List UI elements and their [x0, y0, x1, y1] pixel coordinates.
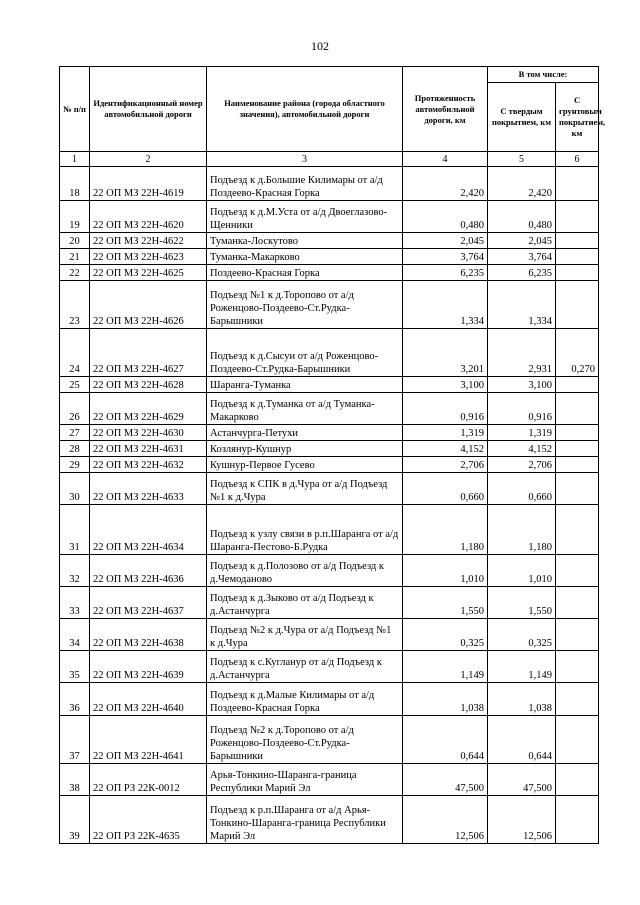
road-length: 0,644 — [403, 716, 488, 764]
ground-surface-length — [556, 265, 599, 281]
column-number: 2 — [90, 152, 207, 167]
row-number: 32 — [60, 555, 90, 587]
hard-surface-length: 2,931 — [488, 329, 556, 377]
road-length: 0,660 — [403, 473, 488, 505]
ground-surface-length — [556, 201, 599, 233]
road-id: 22 ОП МЗ 22Н-4629 — [90, 393, 207, 425]
ground-surface-length — [556, 233, 599, 249]
road-length: 0,916 — [403, 393, 488, 425]
row-number: 28 — [60, 441, 90, 457]
ground-surface-length — [556, 619, 599, 651]
road-name: Туманка-Макарково — [207, 249, 403, 265]
road-length: 0,325 — [403, 619, 488, 651]
ground-surface-length — [556, 716, 599, 764]
road-id: 22 ОП МЗ 22Н-4625 — [90, 265, 207, 281]
ground-surface-length — [556, 555, 599, 587]
header-including: В том числе: — [488, 67, 599, 83]
ground-surface-length — [556, 683, 599, 716]
road-id: 22 ОП МЗ 22Н-4623 — [90, 249, 207, 265]
row-number: 20 — [60, 233, 90, 249]
column-number: 1 — [60, 152, 90, 167]
ground-surface-length — [556, 249, 599, 265]
row-number: 21 — [60, 249, 90, 265]
column-numbers-row — [60, 152, 599, 167]
road-id: 22 ОП МЗ 22Н-4636 — [90, 555, 207, 587]
hard-surface-length: 1,149 — [488, 651, 556, 683]
hard-surface-length: 1,334 — [488, 281, 556, 329]
row-number: 30 — [60, 473, 90, 505]
road-length: 4,152 — [403, 441, 488, 457]
hard-surface-length: 0,480 — [488, 201, 556, 233]
table-row — [60, 619, 599, 651]
row-number: 23 — [60, 281, 90, 329]
road-name: Подъезд к узлу связи в р.п.Шаранга от а/д Шаранга-Пестово-Б.Рудка — [207, 505, 403, 555]
header-name: Наименование района (города областного значения), автомобильной дороги — [207, 67, 403, 152]
road-length: 3,764 — [403, 249, 488, 265]
road-name: Астанчурга-Петухи — [207, 425, 403, 441]
road-id: 22 ОП МЗ 22Н-4633 — [90, 473, 207, 505]
hard-surface-length: 4,152 — [488, 441, 556, 457]
road-length: 6,235 — [403, 265, 488, 281]
road-name: Подъезд к д.Малые Килимары от а/д Поздеево-Красная Горка — [207, 683, 403, 716]
road-length: 2,420 — [403, 167, 488, 201]
hard-surface-length: 2,706 — [488, 457, 556, 473]
road-name: Туманка-Лоскутово — [207, 233, 403, 249]
column-number: 4 — [403, 152, 488, 167]
page-number: 102 — [311, 39, 329, 53]
road-length: 1,149 — [403, 651, 488, 683]
road-id: 22 ОП МЗ 22Н-4637 — [90, 587, 207, 619]
road-id: 22 ОП МЗ 22Н-4634 — [90, 505, 207, 555]
table-row — [60, 796, 599, 844]
header-id: Идентификационный номер автомобильной дороги — [90, 67, 207, 152]
road-id: 22 ОП МЗ 22Н-4630 — [90, 425, 207, 441]
road-name: Подъезд №2 к д.Торопово от а/д Роженцово-Поздеево-Ст.Рудка-Барышники — [207, 716, 403, 764]
hard-surface-length: 1,038 — [488, 683, 556, 716]
ground-surface-length — [556, 796, 599, 844]
road-name: Подъезд к д.М.Уста от а/д Двоеглазово-Щенники — [207, 201, 403, 233]
ground-surface-length — [556, 651, 599, 683]
road-id: 22 ОП МЗ 22Н-4639 — [90, 651, 207, 683]
row-number: 29 — [60, 457, 90, 473]
road-id: 22 ОП МЗ 22Н-4638 — [90, 619, 207, 651]
ground-surface-length — [556, 393, 599, 425]
table-row — [60, 425, 599, 441]
table-row — [60, 281, 599, 329]
road-length: 12,506 — [403, 796, 488, 844]
road-length: 2,706 — [403, 457, 488, 473]
ground-surface-length — [556, 505, 599, 555]
ground-surface-length — [556, 457, 599, 473]
row-number: 19 — [60, 201, 90, 233]
road-id: 22 ОП МЗ 22Н-4632 — [90, 457, 207, 473]
road-id: 22 ОП РЗ 22К-0012 — [90, 764, 207, 796]
table-row — [60, 683, 599, 716]
road-name: Шаранга-Туманка — [207, 377, 403, 393]
road-name: Кушнур-Первое Гусево — [207, 457, 403, 473]
header-length: Протяженность автомобильной дороги, км — [403, 67, 488, 152]
table-row — [60, 457, 599, 473]
table-row — [60, 764, 599, 796]
road-name: Подъезд №1 к д.Торопово от а/д Роженцово-Поздеево-Ст.Рудка-Барышники — [207, 281, 403, 329]
table-row — [60, 716, 599, 764]
road-name: Подъезд к с.Кугланур от а/д Подъезд к д.Астанчурга — [207, 651, 403, 683]
table-row — [60, 393, 599, 425]
table-row — [60, 249, 599, 265]
road-name: Поздеево-Красная Горка — [207, 265, 403, 281]
hard-surface-length: 0,644 — [488, 716, 556, 764]
road-id: 22 ОП МЗ 22Н-4620 — [90, 201, 207, 233]
road-id: 22 ОП МЗ 22Н-4622 — [90, 233, 207, 249]
row-number: 34 — [60, 619, 90, 651]
column-number: 3 — [207, 152, 403, 167]
road-length: 1,334 — [403, 281, 488, 329]
row-number: 31 — [60, 505, 90, 555]
road-name: Подъезд к д.Большие Килимары от а/д Поздеево-Красная Горка — [207, 167, 403, 201]
table-row — [60, 587, 599, 619]
road-length: 1,319 — [403, 425, 488, 441]
row-number: 33 — [60, 587, 90, 619]
table-row — [60, 473, 599, 505]
row-number: 18 — [60, 167, 90, 201]
row-number: 37 — [60, 716, 90, 764]
hard-surface-length: 0,916 — [488, 393, 556, 425]
row-number: 27 — [60, 425, 90, 441]
road-length: 3,100 — [403, 377, 488, 393]
road-name: Подъезд к СПК в д.Чура от а/д Подъезд №1 к д.Чура — [207, 473, 403, 505]
hard-surface-length: 1,550 — [488, 587, 556, 619]
road-length: 47,500 — [403, 764, 488, 796]
hard-surface-length: 0,660 — [488, 473, 556, 505]
road-name: Подъезд к д.Сысуи от а/д Роженцово-Поздеево-Ст.Рудка-Барышники — [207, 329, 403, 377]
road-name: Подъезд к д.Полозово от а/д Подъезд к д.Чемоданово — [207, 555, 403, 587]
road-name: Подъезд к р.п.Шаранга от а/д Арья-Тонкино-Шаранга-граница Республики Марий Эл — [207, 796, 403, 844]
ground-surface-length — [556, 441, 599, 457]
road-name: Подъезд №2 к д.Чура от а/д Подъезд №1 к д.Чура — [207, 619, 403, 651]
road-length: 0,480 — [403, 201, 488, 233]
row-number: 36 — [60, 683, 90, 716]
table-row — [60, 555, 599, 587]
road-name: Подъезд к д.Туманка от а/д Туманка-Макарково — [207, 393, 403, 425]
road-id: 22 ОП РЗ 22К-4635 — [90, 796, 207, 844]
ground-surface-length — [556, 587, 599, 619]
table-row — [60, 329, 599, 377]
road-length: 1,038 — [403, 683, 488, 716]
table-row — [60, 377, 599, 393]
ground-surface-length — [556, 425, 599, 441]
roads-table — [59, 66, 606, 844]
road-name: Козлянур-Кушнур — [207, 441, 403, 457]
road-id: 22 ОП МЗ 22Н-4640 — [90, 683, 207, 716]
hard-surface-length: 2,045 — [488, 233, 556, 249]
ground-surface-length — [556, 764, 599, 796]
road-length: 1,010 — [403, 555, 488, 587]
table-row — [60, 505, 599, 555]
hard-surface-length: 12,506 — [488, 796, 556, 844]
row-number: 39 — [60, 796, 90, 844]
hard-surface-length: 6,235 — [488, 265, 556, 281]
table-row — [60, 201, 599, 233]
row-number: 38 — [60, 764, 90, 796]
column-number: 6 — [556, 152, 599, 167]
hard-surface-length: 3,100 — [488, 377, 556, 393]
ground-surface-length — [556, 281, 599, 329]
column-number: 5 — [488, 152, 556, 167]
table-row — [60, 651, 599, 683]
road-id: 22 ОП МЗ 22Н-4619 — [90, 167, 207, 201]
road-length: 1,550 — [403, 587, 488, 619]
row-number: 22 — [60, 265, 90, 281]
row-number: 35 — [60, 651, 90, 683]
road-length: 2,045 — [403, 233, 488, 249]
row-number: 24 — [60, 329, 90, 377]
hard-surface-length: 1,180 — [488, 505, 556, 555]
row-number: 25 — [60, 377, 90, 393]
ground-surface-length — [556, 473, 599, 505]
hard-surface-length: 2,420 — [488, 167, 556, 201]
header-ground-surface: С грунтовым покрытием, км — [556, 83, 599, 152]
header-num: № п/п — [60, 67, 90, 152]
road-length: 1,180 — [403, 505, 488, 555]
hard-surface-length: 0,325 — [488, 619, 556, 651]
road-id: 22 ОП МЗ 22Н-4627 — [90, 329, 207, 377]
road-id: 22 ОП МЗ 22Н-4626 — [90, 281, 207, 329]
row-number: 26 — [60, 393, 90, 425]
road-id: 22 ОП МЗ 22Н-4631 — [90, 441, 207, 457]
road-name: Арья-Тонкино-Шаранга-граница Республики Марий Эл — [207, 764, 403, 796]
road-id: 22 ОП МЗ 22Н-4628 — [90, 377, 207, 393]
table-row — [60, 233, 599, 249]
table-row — [60, 265, 599, 281]
hard-surface-length: 1,010 — [488, 555, 556, 587]
hard-surface-length: 1,319 — [488, 425, 556, 441]
header-hard-surface: С твердым покрытием, км — [488, 83, 556, 152]
table-row — [60, 167, 599, 201]
road-id: 22 ОП МЗ 22Н-4641 — [90, 716, 207, 764]
ground-surface-length — [556, 377, 599, 393]
hard-surface-length: 3,764 — [488, 249, 556, 265]
hard-surface-length: 47,500 — [488, 764, 556, 796]
road-name: Подъезд к д.Зыково от а/д Подъезд к д.Астанчурга — [207, 587, 403, 619]
table-row — [60, 441, 599, 457]
ground-surface-length: 0,270 — [556, 329, 599, 377]
road-length: 3,201 — [403, 329, 488, 377]
ground-surface-length — [556, 167, 599, 201]
